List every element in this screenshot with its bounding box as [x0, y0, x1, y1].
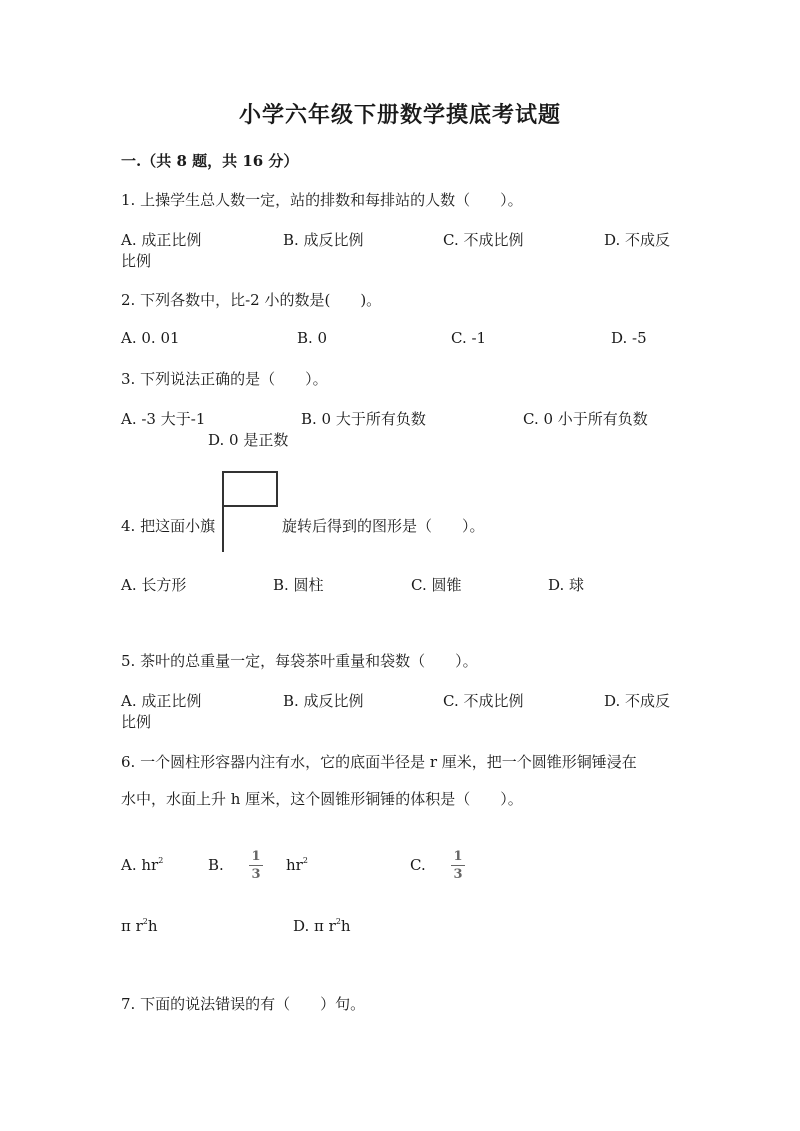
question-2-stem: 2. 下列各数中，比-2 小的数是( )。	[121, 291, 382, 309]
question-4-option-d: D. 球	[548, 576, 585, 594]
question-1-option-a: A. 成正比例	[121, 231, 202, 249]
question-3-stem: 3. 下列说法正确的是（ ）。	[121, 370, 328, 388]
question-2-option-b: B. 0	[297, 329, 328, 347]
question-7-stem: 7. 下面的说法错误的有（ ）句。	[121, 995, 366, 1013]
question-3-option-b: B. 0 大于所有负数	[301, 410, 426, 428]
flag-figure	[220, 470, 280, 554]
question-4-option-c: C. 圆锥	[411, 576, 462, 594]
question-4-option-b: B. 圆柱	[273, 576, 324, 594]
question-4-option-a: A. 长方形	[121, 576, 187, 594]
question-6-option-b-term: $hr^2$	[286, 856, 308, 874]
question-1-option-d-continued: 比例	[121, 252, 152, 270]
question-5-option-d-continued: 比例	[121, 713, 152, 731]
question-4-stem-start: 4. 把这面小旗	[121, 517, 216, 535]
fraction-one-third: 1 3	[451, 850, 465, 882]
fraction-one-third: 1 3	[249, 850, 263, 882]
question-6-option-b-label: B.	[208, 856, 224, 874]
question-6-stem-line-1: 6. 一个圆柱形容器内注有水，它的底面半径是 r 厘米，把一个圆锥形铜锤浸在	[121, 753, 637, 771]
question-2-option-a: A. 0. 01	[121, 329, 180, 347]
question-6-option-c-label: C.	[410, 856, 426, 874]
question-3-option-a: A. -3 大于-1	[121, 410, 206, 428]
question-5-option-b: B. 成反比例	[283, 692, 364, 710]
question-5-stem: 5. 茶叶的总重量一定，每袋茶叶重量和袋数（ ）。	[121, 652, 478, 670]
question-2-option-c: C. -1	[451, 329, 487, 347]
question-3-option-d: D. 0 是正数	[208, 431, 289, 449]
question-5-option-a: A. 成正比例	[121, 692, 202, 710]
question-3-option-c: C. 0 小于所有负数	[523, 410, 648, 428]
question-1-option-d: D. 不成反	[604, 231, 671, 249]
question-1-stem: 1. 上操学生总人数一定，站的排数和每排站的人数（ ）。	[121, 191, 523, 209]
question-6-option-c-term: π $r^2h$	[121, 917, 158, 935]
question-6-option-a: A. $hr^2$	[121, 856, 164, 874]
question-5-option-c: C. 不成比例	[443, 692, 524, 710]
question-1-option-c: C. 不成比例	[443, 231, 524, 249]
question-4-stem-end: 旋转后得到的图形是（ ）。	[282, 517, 485, 535]
section-heading: 一.（共 8 题，共 16 分）	[121, 152, 299, 170]
question-6-option-d: D. π $r^2h$	[293, 917, 351, 935]
question-1-option-b: B. 成反比例	[283, 231, 364, 249]
question-5-option-d: D. 不成反	[604, 692, 671, 710]
question-2-option-d: D. -5	[611, 329, 647, 347]
question-6-stem-line-2: 水中，水面上升 h 厘米，这个圆锥形铜锤的体积是（ ）。	[121, 790, 523, 808]
page-title: 小学六年级下册数学摸底考试题	[238, 102, 561, 128]
